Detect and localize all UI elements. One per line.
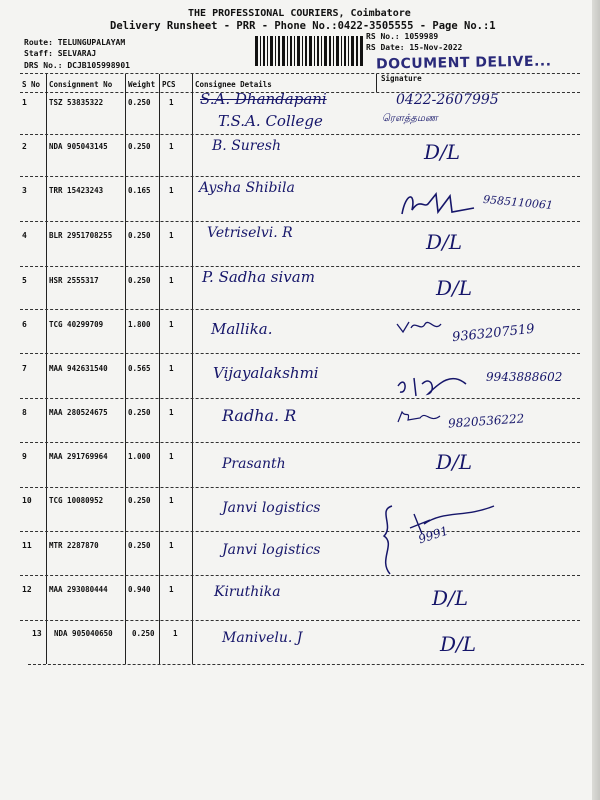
rs-number: RS No.: 1059989 xyxy=(366,32,439,41)
row-weight: 0.250 xyxy=(128,231,151,240)
row-consignee: Aysha Shibila xyxy=(199,180,295,196)
row-signature: D/L xyxy=(424,140,461,164)
row-consignee: Kiruthika xyxy=(214,584,281,600)
row-signature: 0422-2607995 xyxy=(396,92,499,108)
row-consignee: Janvi logistics xyxy=(222,542,321,558)
row-consignee: Mallika. xyxy=(211,320,273,338)
row-divider xyxy=(20,398,580,399)
row-weight: 0.250 xyxy=(132,629,155,638)
row-sno: 4 xyxy=(22,231,27,240)
row-signature: 9991 xyxy=(416,523,450,547)
row-sno: 2 xyxy=(22,142,27,151)
row-pcs: 1 xyxy=(169,364,174,373)
row-consignee: Prasanth xyxy=(222,456,286,472)
col-signature: Signature xyxy=(381,74,422,83)
row-signature: 9820536222 xyxy=(447,411,525,431)
row-signature: D/L xyxy=(432,586,469,610)
row-pcs: 1 xyxy=(169,320,174,329)
row-pcs: 1 xyxy=(169,276,174,285)
row-weight: 0.565 xyxy=(128,364,151,373)
row-consignee: P. Sadha sivam xyxy=(202,268,315,286)
row-weight: 0.250 xyxy=(128,276,151,285)
row-divider xyxy=(20,176,580,177)
row-consignment: NDA 905043145 xyxy=(49,142,108,151)
row-signature: 9943888602 xyxy=(486,370,563,384)
row-signature: 9585110061 xyxy=(482,192,554,213)
row-consignee: B. Suresh xyxy=(212,138,281,154)
row-sno: 12 xyxy=(22,585,32,594)
row-divider xyxy=(20,266,580,267)
row-consignment: MAA 280524675 xyxy=(49,408,108,417)
header-top-rule xyxy=(20,73,580,74)
row-pcs: 1 xyxy=(169,496,174,505)
drs-number: DRS No.: DCJB105998901 xyxy=(24,61,130,70)
row-consignment: NDA 905040650 xyxy=(54,629,113,638)
runsheet-subtitle: Delivery Runsheet - PRR - Phone No.:0422-3505555 - Page No.:1 xyxy=(110,20,496,32)
staff-label: Staff: SELVARAJ xyxy=(24,49,97,58)
row-divider xyxy=(20,353,580,354)
row-signature: 9363207519 xyxy=(451,321,536,346)
row-weight: 0.250 xyxy=(128,408,151,417)
row-pcs: 1 xyxy=(169,231,174,240)
barcode xyxy=(255,36,365,66)
row-divider xyxy=(20,221,580,222)
row-consignment: TSZ 53835322 xyxy=(49,98,104,107)
row-consignee: Vetriselvi. R xyxy=(207,225,293,241)
row-signature: D/L xyxy=(426,230,463,254)
row-divider xyxy=(20,620,580,621)
table-bottom-rule xyxy=(28,664,584,665)
row-weight: 0.250 xyxy=(128,142,151,151)
col-pcs: PCS xyxy=(162,80,176,89)
signature-scribble xyxy=(396,408,446,426)
row-consignee: Manivelu. J xyxy=(222,630,303,646)
row-weight: 0.250 xyxy=(128,98,151,107)
route-label: Route: TELUNGUPALAYAM xyxy=(24,38,126,47)
signature-scribble xyxy=(392,368,482,398)
row-consignment: TCG 40299709 xyxy=(49,320,104,329)
row-consignment: MAA 293080444 xyxy=(49,585,108,594)
row-sno: 7 xyxy=(22,364,27,373)
row-pcs: 1 xyxy=(169,98,174,107)
col-consignee: Consignee Details xyxy=(195,80,272,89)
row-sno: 8 xyxy=(22,408,27,417)
row-consignee: Janvi logistics xyxy=(222,500,321,516)
row-divider xyxy=(20,134,580,135)
row-sno: 6 xyxy=(22,320,27,329)
row-consignee: Radha. R xyxy=(222,406,297,425)
company-name: THE PROFESSIONAL COURIERS, Coimbatore xyxy=(188,8,411,19)
row-pcs: 1 xyxy=(169,452,174,461)
row-consignee: Vijayalakshmi xyxy=(213,364,319,382)
col-sno: S No xyxy=(22,80,41,89)
row-consignment: HSR 2555317 xyxy=(49,276,99,285)
row-pcs: 1 xyxy=(169,186,174,195)
row-sno: 11 xyxy=(22,541,32,550)
signature-scribble xyxy=(395,318,445,334)
row-divider xyxy=(20,442,580,443)
signature-scribble xyxy=(398,190,478,220)
row-consignee-line2: T.S.A. College xyxy=(218,112,323,130)
col-weight: Weight xyxy=(128,80,156,89)
row-pcs: 1 xyxy=(169,585,174,594)
row-consignee: S.A. Dhandapani xyxy=(200,90,327,108)
row-sno: 9 xyxy=(22,452,27,461)
row-consignment: BLR 2951708255 xyxy=(49,231,113,240)
row-signature-line2: ரௌத்தமண xyxy=(382,113,438,124)
row-signature: D/L xyxy=(436,450,473,474)
row-weight: 0.250 xyxy=(128,496,151,505)
row-pcs: 1 xyxy=(173,629,178,638)
row-consignment: TRR 15423243 xyxy=(49,186,104,195)
row-signature: D/L xyxy=(440,632,477,656)
row-weight: 0.940 xyxy=(128,585,151,594)
row-sno: 13 xyxy=(32,629,42,638)
scan-edge xyxy=(592,0,600,800)
row-divider xyxy=(20,309,580,310)
rs-date: RS Date: 15-Nov-2022 xyxy=(366,43,463,52)
row-sno: 5 xyxy=(22,276,27,285)
row-consignment: MAA 942631540 xyxy=(49,364,108,373)
row-sno: 10 xyxy=(22,496,32,505)
row-sno: 3 xyxy=(22,186,27,195)
row-consignment: MTR 2287870 xyxy=(49,541,99,550)
row-weight: 1.000 xyxy=(128,452,151,461)
row-consignment: MAA 291769964 xyxy=(49,452,108,461)
row-weight: 0.165 xyxy=(128,186,151,195)
row-weight: 1.800 xyxy=(128,320,151,329)
row-pcs: 1 xyxy=(169,541,174,550)
row-sno: 1 xyxy=(22,98,27,107)
row-divider xyxy=(20,487,580,488)
col-separator xyxy=(376,74,377,92)
row-signature: D/L xyxy=(436,276,473,300)
row-weight: 0.250 xyxy=(128,541,151,550)
row-divider xyxy=(20,575,580,576)
row-pcs: 1 xyxy=(169,142,174,151)
document-delivered-stamp: DOCUMENT DELIVE... xyxy=(375,53,552,73)
col-consignment: Consignment No xyxy=(49,80,113,89)
row-consignment: TCG 10080952 xyxy=(49,496,104,505)
row-pcs: 1 xyxy=(169,408,174,417)
